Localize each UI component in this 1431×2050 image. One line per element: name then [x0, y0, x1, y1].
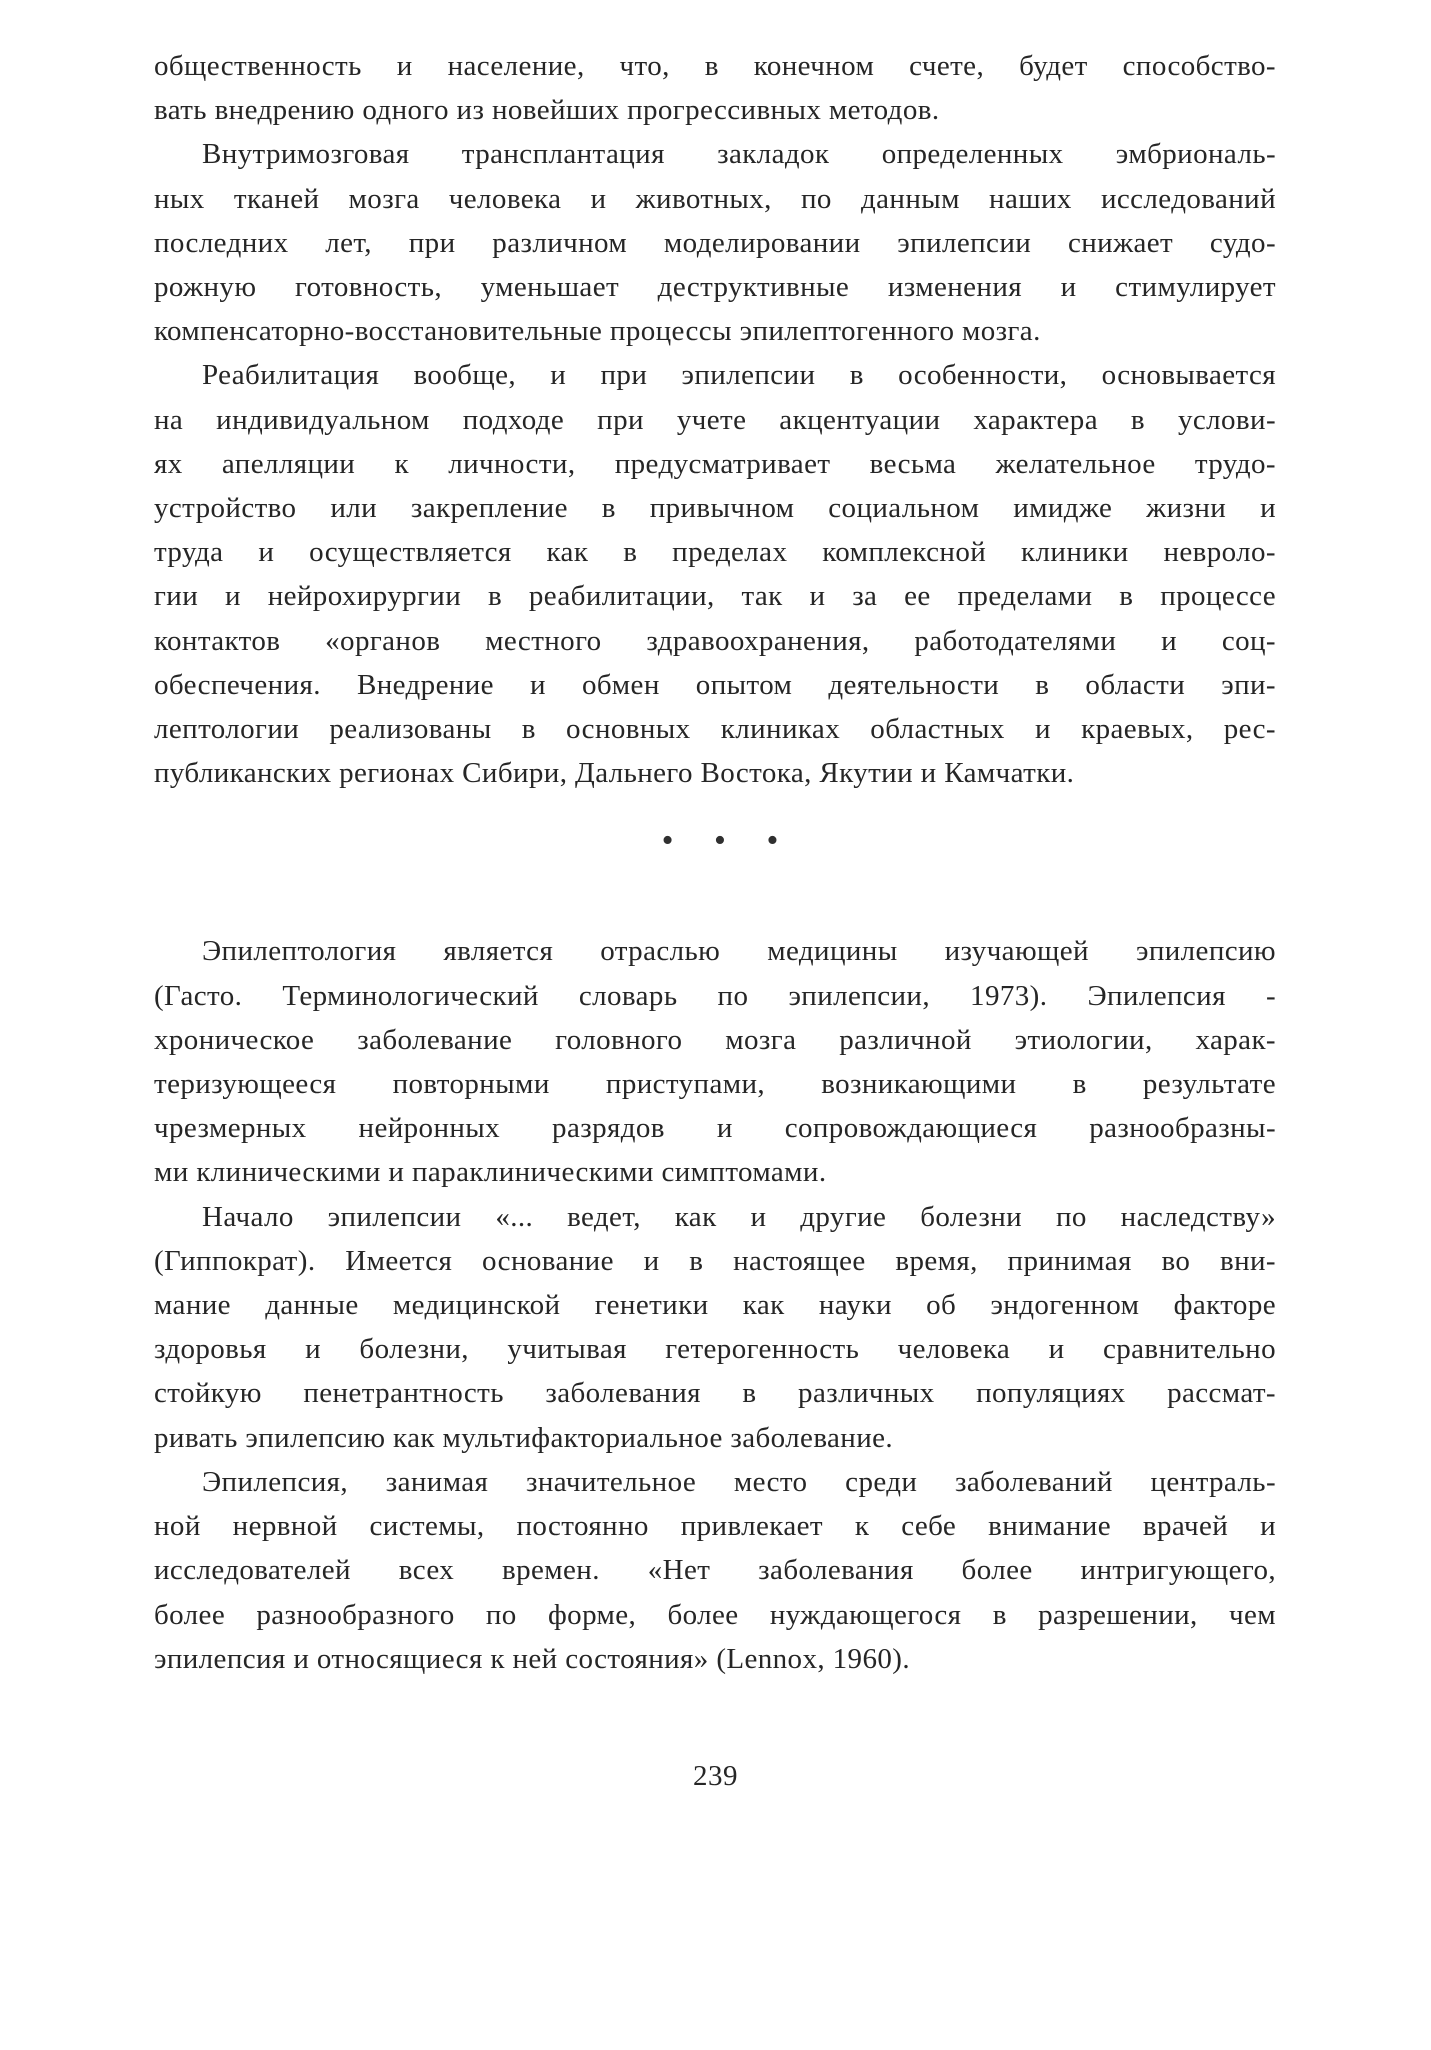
paragraph-epileptology-definition: [154, 929, 1276, 1194]
text-line: ми клиническими и параклиническими симптомами.: [154, 1156, 827, 1189]
text-line: хроническое заболевание головного мозга различной этиологии, харак-: [154, 1023, 1276, 1056]
text-line: на индивидуальном подходе при учете акцентуации характера в услови-: [154, 403, 1276, 436]
text-line: стойкую пенетрантность заболевания в различных популяциях рассмат-: [154, 1377, 1276, 1410]
text-line: Начало эпилепсии «... ведет, как и другие болезни по наследству»: [202, 1200, 1276, 1233]
paragraph-heredity: [154, 1195, 1276, 1460]
text-line: Внутримозговая трансплантация закладок определенных эмбриональ-: [202, 138, 1276, 171]
text-line: эпилепсия и относящиеся к ней состояния» (Lennox, 1960).: [154, 1642, 910, 1675]
text-line: ных тканей мозга человека и животных, по данным наших исследований: [154, 182, 1276, 215]
text-line: ях апелляции к личности, предусматривает весьма желательное трудо-: [154, 447, 1276, 480]
paragraph-lennox-quote: [154, 1460, 1276, 1681]
text-line: здоровья и болезни, учитывая гетерогенность человека и сравнительно: [154, 1333, 1276, 1366]
text-line: исследователей всех времен. «Нет заболевания более интригующего,: [154, 1554, 1276, 1587]
text-line: (Гиппократ). Имеется основание и в настоящее время, принимая во вни-: [154, 1244, 1276, 1277]
text-line: ривать эпилепсию как мультифакториальное заболевание.: [154, 1421, 894, 1454]
text-line: лептологии реализованы в основных клиниках областных и краевых, рес-: [154, 713, 1276, 746]
paragraph-transplantation: [154, 132, 1276, 353]
paragraph-continuation: [154, 44, 1276, 132]
section-divider: • • •: [661, 822, 795, 860]
text-line: ной нервной системы, постоянно привлекает к себе внимание врачей и: [154, 1510, 1276, 1543]
text-line: Эпилептология является отраслью медицины изучающей эпилепсию: [202, 935, 1276, 968]
section-1: [154, 44, 1276, 795]
page-body: [154, 44, 1276, 1681]
text-line: Эпилепсия, занимая значительное место среди заболеваний централь-: [202, 1465, 1276, 1498]
text-line: вать внедрению одного из новейших прогрессивных методов.: [154, 94, 940, 127]
text-line: устройство или закрепление в привычном социальном имидже жизни и: [154, 492, 1276, 525]
text-line: компенсаторно-восстановительные процессы эпилептогенного мозга.: [154, 315, 1041, 348]
text-line: контактов «органов местного здравоохранения, работодателями и соц-: [154, 624, 1276, 657]
text-line: чрезмерных нейронных разрядов и сопровождающиеся разнообразны-: [154, 1112, 1276, 1145]
paragraph-rehabilitation: [154, 353, 1276, 795]
text-line: Реабилитация вообще, и при эпилепсии в особенности, основывается: [202, 359, 1276, 392]
text-line: (Гасто. Терминологический словарь по эпилепсии, 1973). Эпилепсия -: [154, 979, 1276, 1012]
text-line: мание данные медицинской генетики как науки об эндогенном факторе: [154, 1289, 1276, 1322]
text-line: труда и осуществляется как в пределах комплексной клиники невроло-: [154, 536, 1276, 569]
text-line: последних лет, при различном моделировании эпилепсии снижает судо-: [154, 226, 1276, 259]
text-line: общественность и население, что, в конечном счете, будет способство-: [154, 50, 1276, 82]
text-line: более разнообразного по форме, более нуждающегося в разрешении, чем: [154, 1598, 1276, 1631]
text-line: публиканских регионах Сибири, Дальнего Востока, Якутии и Камчатки.: [154, 757, 1075, 790]
text-line: теризующееся повторными приступами, возникающими в результате: [154, 1068, 1276, 1101]
text-line: обеспечения. Внедрение и обмен опытом деятельности в области эпи-: [154, 668, 1276, 701]
page-number: 239: [693, 1760, 738, 1792]
section-2: [154, 929, 1276, 1680]
text-line: гии и нейрохирургии в реабилитации, так и за ее пределами в процессе: [154, 580, 1276, 613]
text-line: рожную готовность, уменьшает деструктивные изменения и стимулирует: [154, 271, 1276, 304]
